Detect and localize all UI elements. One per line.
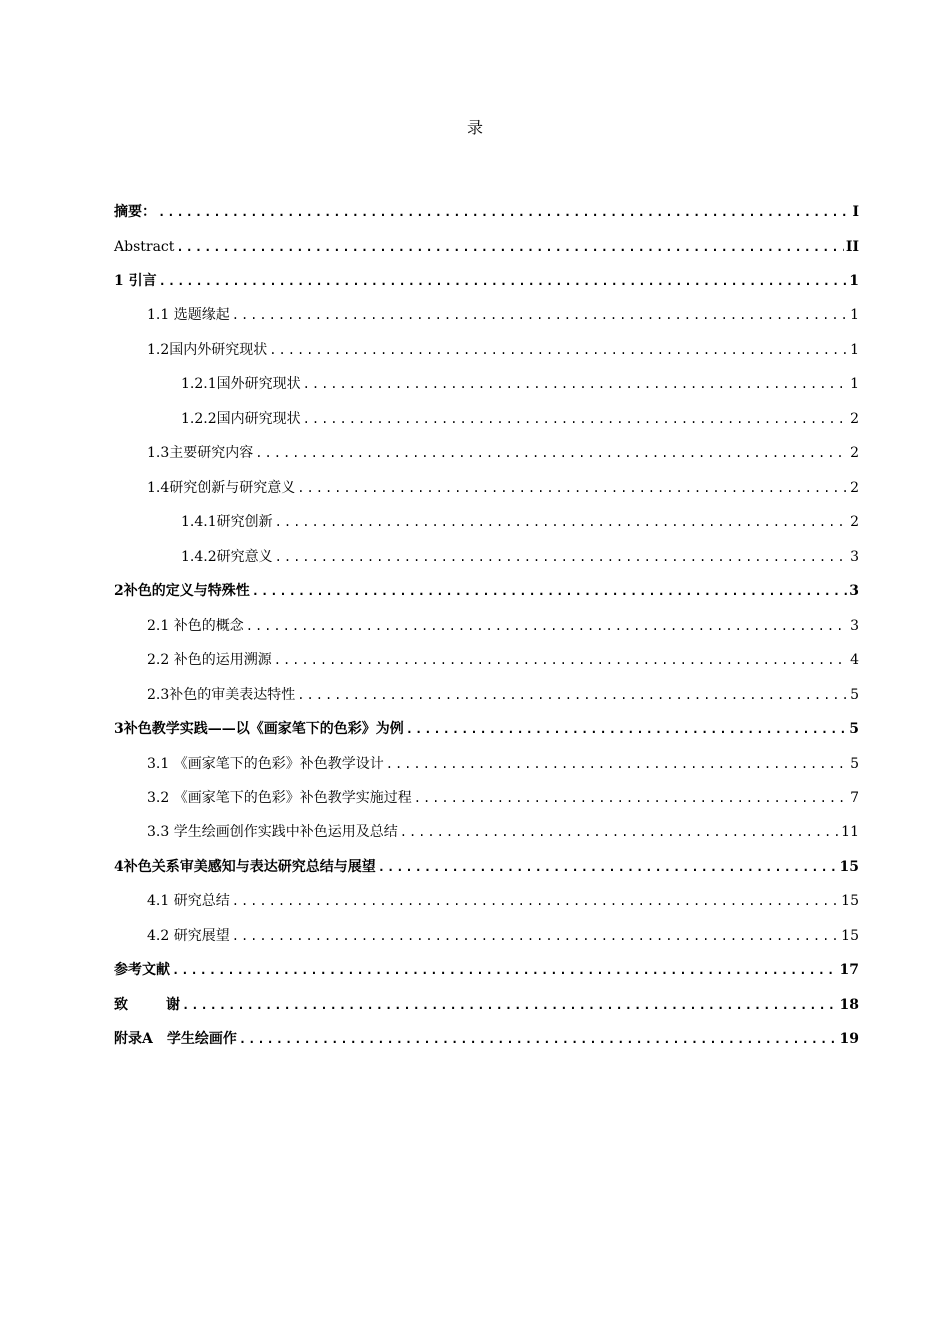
toc-entry-title: 1.3主要研究内容 <box>147 445 254 461</box>
toc-page-number: I <box>852 204 859 220</box>
dot-leader <box>297 685 848 705</box>
toc-entry-title: 1.4.2研究意义 <box>181 549 273 565</box>
toc-entry[interactable] <box>147 441 859 463</box>
toc-entry-title: 4.1 研究总结 <box>147 893 230 909</box>
toc-page-number: 18 <box>839 997 859 1013</box>
toc-page-number: 3 <box>850 549 859 565</box>
toc-entry[interactable] <box>147 786 859 808</box>
toc-entry-title: 1 引言 <box>114 273 157 289</box>
toc-entry[interactable] <box>147 683 859 705</box>
toc-entry[interactable] <box>147 820 859 842</box>
toc-entry[interactable] <box>114 993 859 1015</box>
dot-leader <box>275 547 848 567</box>
toc-page-number: 17 <box>839 962 859 978</box>
toc-entry[interactable] <box>147 924 859 946</box>
toc-entry[interactable] <box>147 648 859 670</box>
toc-entry-title: 4补色关系审美感知与表达研究总结与展望 <box>114 859 376 875</box>
dot-leader <box>172 960 838 980</box>
dot-leader <box>400 822 839 842</box>
toc-page-number: 3 <box>849 583 859 599</box>
toc-entry[interactable] <box>114 958 859 980</box>
dot-leader <box>232 926 839 946</box>
toc-entry-title: 2补色的定义与特殊性 <box>114 583 250 599</box>
toc-entry-title: 2.3补色的审美表达特性 <box>147 687 296 703</box>
toc-page-number: 4 <box>850 652 859 668</box>
toc-entry[interactable] <box>181 545 859 567</box>
dot-leader <box>406 719 848 739</box>
toc-page-number: 2 <box>850 445 859 461</box>
toc-entry-title: Abstract <box>114 239 175 255</box>
toc-entry-title: 参考文献 <box>114 962 170 978</box>
toc-entry-title: 2.1 补色的概念 <box>147 618 244 634</box>
toc-page-number: 1 <box>850 307 859 323</box>
dot-leader <box>303 409 848 429</box>
toc-entry-title: 摘要： <box>114 204 156 220</box>
toc-page-number: 15 <box>841 928 859 944</box>
toc-page-number: 15 <box>841 893 859 909</box>
toc-entry[interactable] <box>114 717 859 739</box>
toc-page-number: 7 <box>850 790 859 806</box>
toc-page-number: 19 <box>839 1031 859 1047</box>
dot-leader <box>239 1029 838 1049</box>
toc-page-number: 1 <box>850 342 859 358</box>
toc-entry[interactable] <box>114 235 859 257</box>
dot-leader <box>414 788 848 808</box>
toc-entry[interactable] <box>147 303 859 325</box>
toc-entry[interactable] <box>114 579 859 601</box>
toc-page-number: 3 <box>850 618 859 634</box>
dot-leader <box>269 340 848 360</box>
dot-leader <box>275 512 848 532</box>
toc-entry[interactable] <box>181 372 859 394</box>
toc-entry-title: 3.2 《画家笔下的色彩》补色教学实施过程 <box>147 790 412 806</box>
toc-entry-title: 3.3 学生绘画创作实践中补色运用及总结 <box>147 824 398 840</box>
toc-entry-title: 1.4.1研究创新 <box>181 514 273 530</box>
dot-leader <box>386 754 848 774</box>
toc-page-number: 2 <box>850 514 859 530</box>
toc-page-number: 2 <box>850 480 859 496</box>
dot-leader <box>274 650 848 670</box>
toc-entry-title <box>114 995 180 1015</box>
dot-leader <box>232 891 839 911</box>
dot-leader <box>182 995 838 1015</box>
dot-leader <box>246 616 848 636</box>
toc-entry-title: 1.2.2国内研究现状 <box>181 411 301 427</box>
toc-entry-title: 附录A 学生绘画作 <box>114 1031 237 1047</box>
toc-entry[interactable] <box>147 614 859 636</box>
toc-entry-title-part: 谢 <box>166 997 180 1013</box>
dot-leader <box>158 202 850 222</box>
toc-entry-title: 3.1 《画家笔下的色彩》补色教学设计 <box>147 756 384 772</box>
toc-entry[interactable] <box>114 200 859 222</box>
toc-page-number: 15 <box>839 859 859 875</box>
toc-page-number: 2 <box>850 411 859 427</box>
toc-page-number: 1 <box>850 376 859 392</box>
toc-page-number: 5 <box>849 721 859 737</box>
toc-entry-title: 1.1 选题缘起 <box>147 307 230 323</box>
dot-leader <box>159 271 848 291</box>
toc-entry-title: 3补色教学实践——以《画家笔下的色彩》为例 <box>114 721 404 737</box>
toc-entry-title: 1.2.1国外研究现状 <box>181 376 301 392</box>
toc-entry[interactable] <box>147 889 859 911</box>
dot-leader <box>252 581 848 601</box>
toc-entry[interactable] <box>114 1027 859 1049</box>
toc-page-number: 5 <box>850 756 859 772</box>
toc-entry-title: 1.4研究创新与研究意义 <box>147 480 296 496</box>
page-title: 录 <box>466 118 483 137</box>
toc-page-number: 5 <box>850 687 859 703</box>
toc-page-number: 1 <box>849 273 859 289</box>
dot-leader <box>255 443 848 463</box>
toc-page-number: 11 <box>841 824 859 840</box>
dot-leader <box>176 237 844 257</box>
toc-entry[interactable] <box>147 752 859 774</box>
toc-entry-title-part: 致 <box>114 997 128 1013</box>
toc-page-number: II <box>845 239 859 255</box>
toc-entry[interactable] <box>114 855 859 877</box>
dot-leader <box>297 478 848 498</box>
dot-leader <box>303 374 848 394</box>
toc-entry[interactable] <box>181 407 859 429</box>
dot-leader <box>232 305 848 325</box>
dot-leader <box>378 857 838 877</box>
toc-entry[interactable] <box>114 269 859 291</box>
toc-entry[interactable] <box>147 476 859 498</box>
toc-entry-title: 4.2 研究展望 <box>147 928 230 944</box>
toc-entry-title: 1.2国内外研究现状 <box>147 342 268 358</box>
toc-entry-title: 2.2 补色的运用溯源 <box>147 652 272 668</box>
toc-entry[interactable] <box>181 510 859 532</box>
toc-entry[interactable] <box>147 338 859 360</box>
